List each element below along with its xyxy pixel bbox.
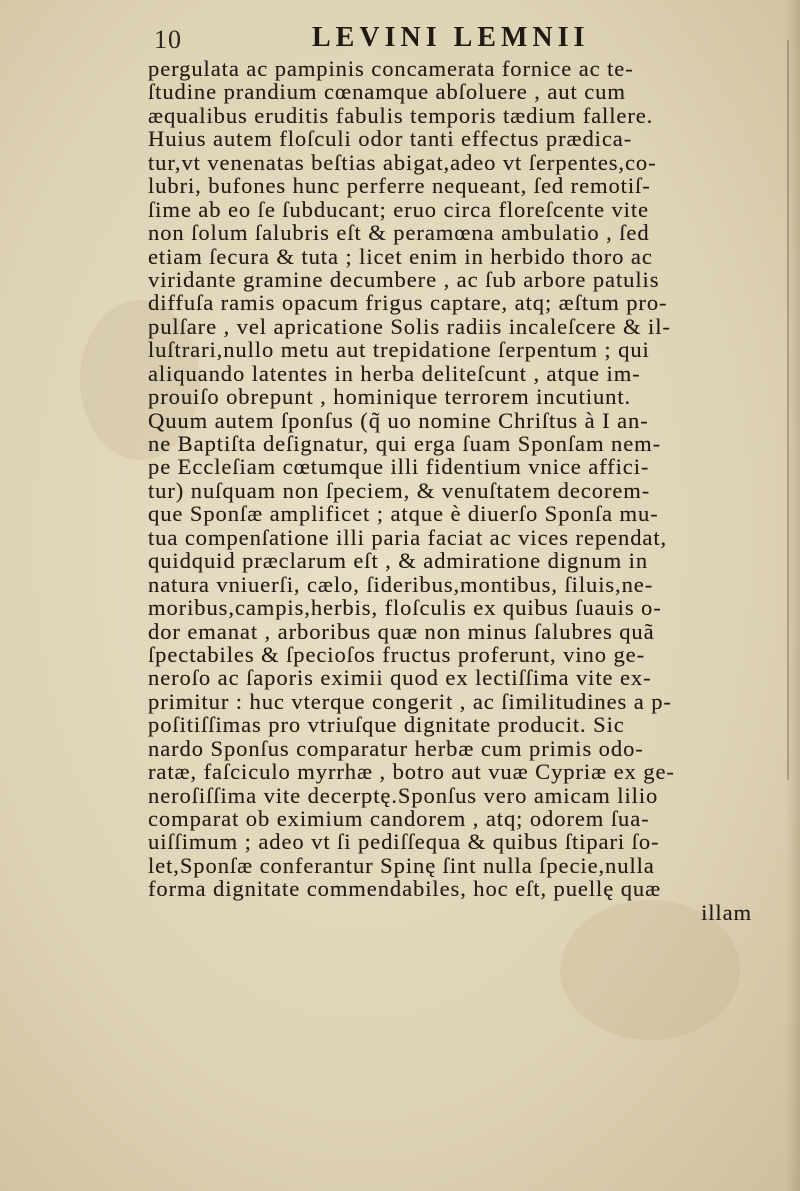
page-number: 10 (154, 25, 182, 54)
text-line: tur) nuſquam non ſpeciem, & venuſtatem decorem- (148, 477, 651, 503)
text-line: non ſolum ſalubris eſt & peramœna ambulatio , ſed (148, 220, 650, 246)
text-line: que Sponſæ amplificet ; atque è diuerſo Sponſa mu- (148, 501, 659, 527)
text-line: tua compenſatione illi paria faciat ac vices rependat, (148, 524, 668, 550)
text-line: natura vniuerſi, cælo, ſideribus,montibus, ſiluis,ne- (148, 571, 654, 597)
text-line: poſitiſſimas pro vtriuſque dignitate producit. Sic (148, 712, 625, 738)
text-line: nardo Sponſus comparatur herbæ cum primis odo- (148, 735, 644, 761)
text-line: pe Eccleſiam cœtumque illi fidentium vnice affici- (148, 454, 650, 480)
text-line: luſtrari,nullo metu aut trepidatione ſerpentum ; qui (148, 337, 650, 363)
text-line: viridante gramine decumbere , ac ſub arbore patulis (148, 266, 660, 292)
text-line: comparat ob eximium candorem , atq; odorem ſua- (148, 806, 650, 831)
text-line: lubri, bufones hunc perferre nequeant, ſed remotiſ- (148, 173, 651, 199)
text-line: uiſſimum ; adeo vt ſi pediſſequa & quibus ſtipari ſo- (148, 829, 660, 855)
margin-rule (787, 40, 789, 780)
text-line: Quum autem ſponſus (q̃ uo nomine Chriſtus à I an- (148, 407, 649, 433)
text-line: ſpectabiles & ſpecioſos fructus proferunt, vino ge- (148, 641, 646, 667)
text-line: pulſare , vel apricatione Solis radiis incaleſcere & il- (148, 313, 671, 339)
text-line: neroſo ac ſaporis eximii quod ex lectiſſima vite ex- (148, 665, 652, 691)
text-line: etiam ſecura & tuta ; licet enim in herbido thoro ac (148, 243, 653, 269)
catchword: illam (701, 899, 752, 925)
text-line: aliquando latentes in herba deliteſcunt , atque im- (148, 360, 641, 386)
text-line: ſtudine prandium cœnamque abſoluere , aut cum (148, 79, 626, 105)
running-head (150, 22, 790, 52)
text-line: tur,vt venenatas beſtias abigat,adeo vt ſerpentes,co- (148, 149, 657, 175)
text-line: pergulata ac pampinis concamerata fornice ac te- (148, 56, 634, 81)
text-line: diffuſa ramis opacum frigus captare, atq; æſtum pro- (148, 290, 668, 316)
text-line: Huius autem floſculi odor tanti effectus prædica- (148, 126, 633, 152)
header-title: LEVINI LEMNII (312, 22, 590, 53)
text-line: let,Sponſæ conferantur Spinę ſint nulla ſpecie,nulla (148, 852, 655, 878)
text-line: moribus,campis,herbis, floſculis ex quibus ſuauis o- (148, 595, 662, 621)
text-line: primitur : huc vterque congerit , ac ſimilitudines a p- (148, 688, 672, 714)
body-text (148, 57, 788, 924)
text-line: ſime ab eo ſe ſubducant; eruo circa floreſcente vite (148, 196, 649, 222)
text-line: prouiſo obrepunt , hominique terrorem incutiunt. (148, 384, 632, 410)
text-line: neroſiſſima vite decerptę.Sponſus vero amicam lilio (148, 782, 659, 808)
text-line: æqualibus eruditis fabulis temporis tædium fallere. (148, 102, 654, 128)
text-line: quidquid præclarum eſt , & admiratione dignum in (148, 548, 649, 574)
text-line: forma dignitate commendabiles, hoc eſt, puellę quæ (148, 876, 662, 902)
text-line: dor emanat , arboribus quæ non minus ſalubres quã (148, 618, 655, 644)
text-line: ne Baptiſta deſignatur, qui erga ſuam Sponſam nem- (148, 431, 662, 456)
text-line: ratæ, faſciculo myrrhæ , botro aut vuæ Cypriæ ex ge- (148, 759, 675, 785)
